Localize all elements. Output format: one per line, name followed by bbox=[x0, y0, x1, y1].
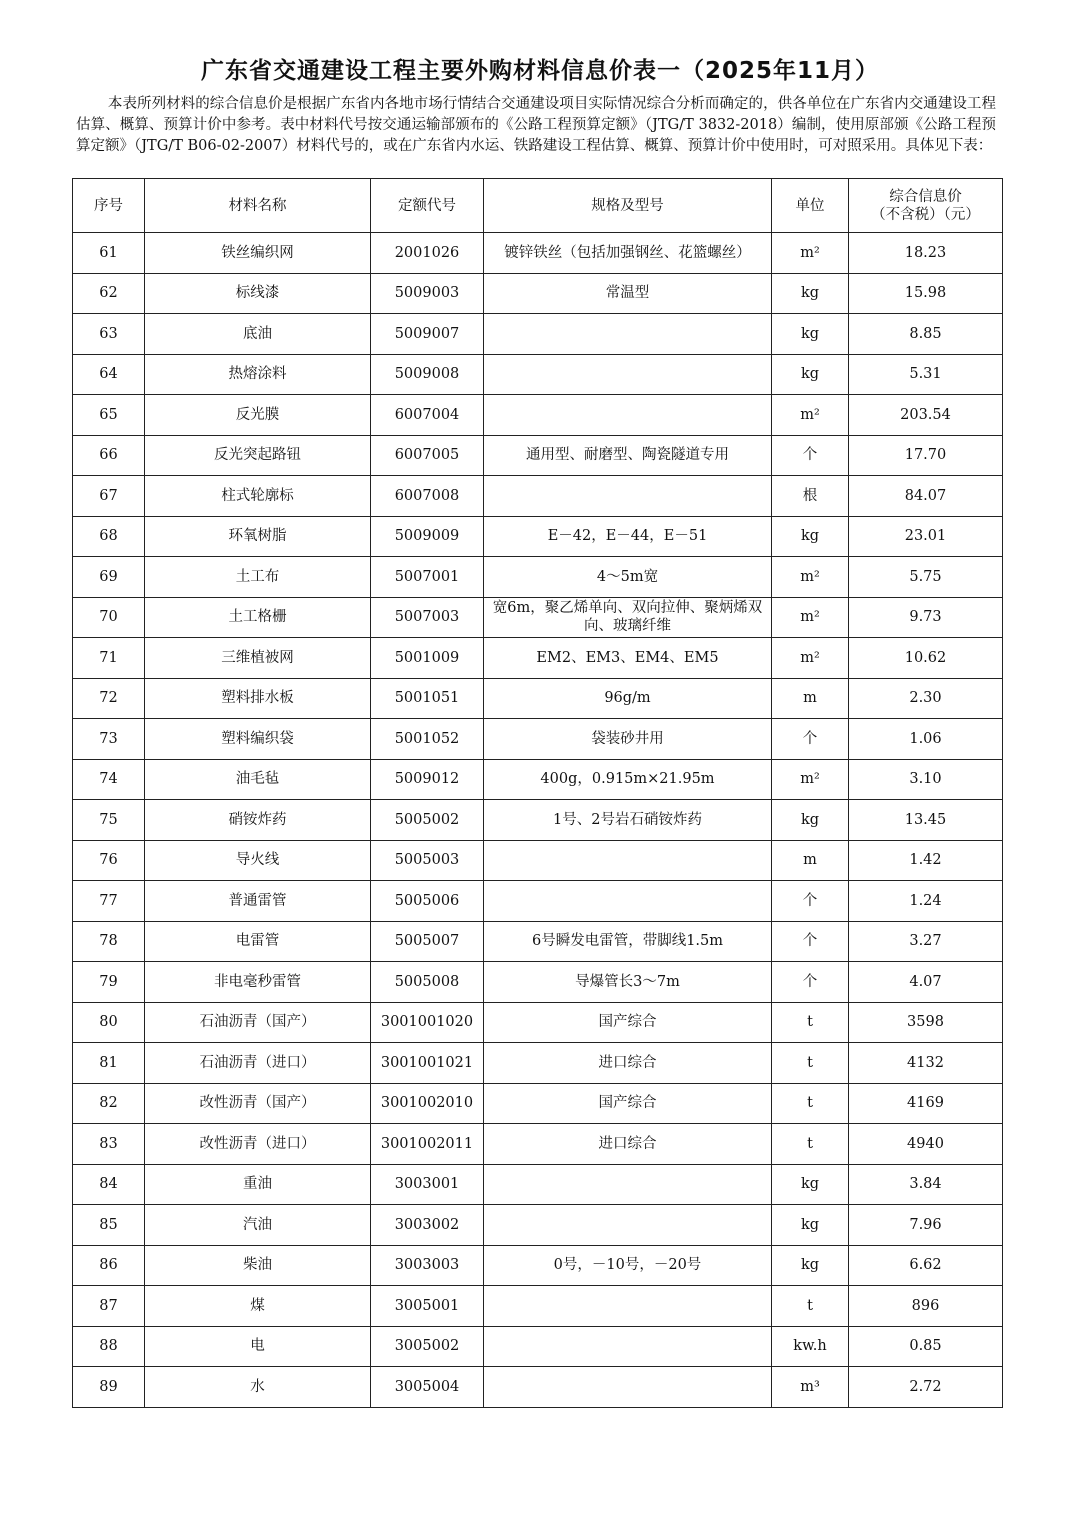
cell-price: 1.06 bbox=[849, 719, 1003, 760]
cell-spec: 1号、2号岩石硝铵炸药 bbox=[484, 800, 772, 841]
header-price-line2: （不含税）（元） bbox=[871, 206, 980, 223]
cell-no: 67 bbox=[73, 476, 145, 517]
cell-spec: 4～5m宽 bbox=[484, 557, 772, 598]
cell-code: 3003001 bbox=[371, 1164, 484, 1205]
table-row bbox=[73, 1286, 1003, 1327]
cell-unit: 个 bbox=[772, 921, 849, 962]
cell-code: 5005008 bbox=[371, 962, 484, 1003]
cell-name: 柱式轮廓标 bbox=[145, 476, 371, 517]
cell-code: 6007004 bbox=[371, 395, 484, 436]
cell-spec: 常温型 bbox=[484, 273, 772, 314]
table-row bbox=[73, 840, 1003, 881]
cell-spec: 国产综合 bbox=[484, 1083, 772, 1124]
cell-price: 17.70 bbox=[849, 435, 1003, 476]
cell-name: 电雷管 bbox=[145, 921, 371, 962]
table-row bbox=[73, 800, 1003, 841]
cell-price: 203.54 bbox=[849, 395, 1003, 436]
header-code: 定额代号 bbox=[371, 179, 484, 233]
table-row bbox=[73, 759, 1003, 800]
cell-spec bbox=[484, 395, 772, 436]
cell-name: 普通雷管 bbox=[145, 881, 371, 922]
cell-no: 74 bbox=[73, 759, 145, 800]
cell-code: 3001002010 bbox=[371, 1083, 484, 1124]
cell-spec: E－42，E－44，E－51 bbox=[484, 516, 772, 557]
cell-no: 85 bbox=[73, 1205, 145, 1246]
cell-code: 5009008 bbox=[371, 354, 484, 395]
intro-paragraph: 本表所列材料的综合信息价是根据广东省内各地市场行情结合交通建设项目实际情况综合分析而确定的，供各单位在广东省内交通建设工程估算、概算、预算计价中参考。表中材料代号按交通运输部颁布的《公路工程预算定额》（JTG/T 3832-2018）编制，使用原部颁《公路工程预算定额》（JTG/T B06-02-2007）材料代号的，或在广东省内水运、铁路建设工程估算、概算、预算计价中使用时，可对照采用。具体见下表： bbox=[76, 96, 996, 154]
table-row bbox=[73, 1164, 1003, 1205]
cell-code: 3005001 bbox=[371, 1286, 484, 1327]
cell-unit: kg bbox=[772, 273, 849, 314]
cell-spec: 400g，0.915m×21.95m bbox=[484, 759, 772, 800]
cell-unit: kg bbox=[772, 1245, 849, 1286]
table-row bbox=[73, 638, 1003, 679]
table-header-row bbox=[73, 179, 1003, 233]
cell-code: 5005002 bbox=[371, 800, 484, 841]
cell-price: 4.07 bbox=[849, 962, 1003, 1003]
cell-name: 标线漆 bbox=[145, 273, 371, 314]
cell-unit: kg bbox=[772, 800, 849, 841]
cell-spec bbox=[484, 314, 772, 355]
cell-name: 土工格栅 bbox=[145, 597, 371, 638]
cell-spec bbox=[484, 1164, 772, 1205]
cell-spec: 宽6m，聚乙烯单向、双向拉伸、聚炳烯双向、玻璃纤维 bbox=[484, 597, 772, 638]
table-row bbox=[73, 1245, 1003, 1286]
cell-unit: m bbox=[772, 678, 849, 719]
table-row bbox=[73, 597, 1003, 638]
cell-unit: 个 bbox=[772, 962, 849, 1003]
cell-name: 导火线 bbox=[145, 840, 371, 881]
cell-unit: kg bbox=[772, 516, 849, 557]
cell-name: 反光膜 bbox=[145, 395, 371, 436]
cell-price: 3.84 bbox=[849, 1164, 1003, 1205]
table-row bbox=[73, 435, 1003, 476]
cell-code: 3003003 bbox=[371, 1245, 484, 1286]
cell-unit: m² bbox=[772, 759, 849, 800]
cell-unit: 个 bbox=[772, 719, 849, 760]
table-row bbox=[73, 881, 1003, 922]
cell-name: 柴油 bbox=[145, 1245, 371, 1286]
table-row bbox=[73, 273, 1003, 314]
cell-price: 2.72 bbox=[849, 1367, 1003, 1408]
cell-unit: m³ bbox=[772, 1367, 849, 1408]
cell-no: 80 bbox=[73, 1002, 145, 1043]
cell-no: 70 bbox=[73, 597, 145, 638]
cell-spec: 国产综合 bbox=[484, 1002, 772, 1043]
cell-name: 塑料排水板 bbox=[145, 678, 371, 719]
cell-unit: 个 bbox=[772, 435, 849, 476]
cell-price: 4169 bbox=[849, 1083, 1003, 1124]
cell-price: 2.30 bbox=[849, 678, 1003, 719]
cell-no: 88 bbox=[73, 1326, 145, 1367]
header-price bbox=[849, 179, 1003, 233]
cell-unit: kg bbox=[772, 1164, 849, 1205]
cell-no: 71 bbox=[73, 638, 145, 679]
cell-spec bbox=[484, 1286, 772, 1327]
cell-name: 铁丝编织网 bbox=[145, 233, 371, 274]
cell-unit: m² bbox=[772, 233, 849, 274]
cell-unit: kw.h bbox=[772, 1326, 849, 1367]
table-row bbox=[73, 314, 1003, 355]
cell-unit: 个 bbox=[772, 881, 849, 922]
table-row bbox=[73, 395, 1003, 436]
cell-no: 76 bbox=[73, 840, 145, 881]
cell-price: 15.98 bbox=[849, 273, 1003, 314]
cell-code: 5001009 bbox=[371, 638, 484, 679]
cell-spec: 6号瞬发电雷管，带脚线1.5m bbox=[484, 921, 772, 962]
cell-code: 5009009 bbox=[371, 516, 484, 557]
table-row bbox=[73, 233, 1003, 274]
cell-unit: 根 bbox=[772, 476, 849, 517]
cell-price: 18.23 bbox=[849, 233, 1003, 274]
cell-no: 82 bbox=[73, 1083, 145, 1124]
cell-code: 2001026 bbox=[371, 233, 484, 274]
cell-name: 汽油 bbox=[145, 1205, 371, 1246]
header-spec: 规格及型号 bbox=[484, 179, 772, 233]
cell-price: 23.01 bbox=[849, 516, 1003, 557]
cell-spec: 导爆管长3～7m bbox=[484, 962, 772, 1003]
cell-code: 5009012 bbox=[371, 759, 484, 800]
cell-code: 6007005 bbox=[371, 435, 484, 476]
table-row bbox=[73, 516, 1003, 557]
cell-price: 6.62 bbox=[849, 1245, 1003, 1286]
cell-price: 3598 bbox=[849, 1002, 1003, 1043]
cell-unit: kg bbox=[772, 354, 849, 395]
cell-no: 73 bbox=[73, 719, 145, 760]
table-row bbox=[73, 1326, 1003, 1367]
cell-no: 65 bbox=[73, 395, 145, 436]
table-row bbox=[73, 921, 1003, 962]
cell-no: 89 bbox=[73, 1367, 145, 1408]
cell-name: 反光突起路钮 bbox=[145, 435, 371, 476]
cell-spec bbox=[484, 354, 772, 395]
cell-spec: 进口综合 bbox=[484, 1124, 772, 1165]
cell-code: 5009007 bbox=[371, 314, 484, 355]
cell-code: 6007008 bbox=[371, 476, 484, 517]
cell-price: 3.27 bbox=[849, 921, 1003, 962]
table-row bbox=[73, 962, 1003, 1003]
cell-price: 4940 bbox=[849, 1124, 1003, 1165]
cell-name: 热熔涂料 bbox=[145, 354, 371, 395]
cell-no: 61 bbox=[73, 233, 145, 274]
cell-name: 电 bbox=[145, 1326, 371, 1367]
cell-name: 非电毫秒雷管 bbox=[145, 962, 371, 1003]
cell-code: 3001002011 bbox=[371, 1124, 484, 1165]
cell-name: 三维植被网 bbox=[145, 638, 371, 679]
cell-name: 土工布 bbox=[145, 557, 371, 598]
cell-code: 5009003 bbox=[371, 273, 484, 314]
cell-spec bbox=[484, 1205, 772, 1246]
cell-no: 66 bbox=[73, 435, 145, 476]
cell-name: 塑料编织袋 bbox=[145, 719, 371, 760]
cell-price: 84.07 bbox=[849, 476, 1003, 517]
cell-name: 改性沥青（国产） bbox=[145, 1083, 371, 1124]
cell-unit: m² bbox=[772, 638, 849, 679]
cell-spec: EM2、EM3、EM4、EM5 bbox=[484, 638, 772, 679]
cell-price: 0.85 bbox=[849, 1326, 1003, 1367]
cell-unit: t bbox=[772, 1124, 849, 1165]
cell-no: 62 bbox=[73, 273, 145, 314]
cell-unit: m² bbox=[772, 557, 849, 598]
cell-code: 5005007 bbox=[371, 921, 484, 962]
cell-price: 7.96 bbox=[849, 1205, 1003, 1246]
table-row bbox=[73, 719, 1003, 760]
cell-price: 10.62 bbox=[849, 638, 1003, 679]
cell-name: 硝铵炸药 bbox=[145, 800, 371, 841]
header-no: 序号 bbox=[73, 179, 145, 233]
cell-no: 86 bbox=[73, 1245, 145, 1286]
cell-no: 81 bbox=[73, 1043, 145, 1084]
cell-price: 9.73 bbox=[849, 597, 1003, 638]
cell-name: 底油 bbox=[145, 314, 371, 355]
cell-no: 75 bbox=[73, 800, 145, 841]
table-row bbox=[73, 1002, 1003, 1043]
cell-unit: m bbox=[772, 840, 849, 881]
cell-price: 5.75 bbox=[849, 557, 1003, 598]
cell-no: 84 bbox=[73, 1164, 145, 1205]
cell-price: 5.31 bbox=[849, 354, 1003, 395]
cell-code: 5001052 bbox=[371, 719, 484, 760]
cell-no: 77 bbox=[73, 881, 145, 922]
cell-code: 5005006 bbox=[371, 881, 484, 922]
cell-price: 13.45 bbox=[849, 800, 1003, 841]
cell-no: 72 bbox=[73, 678, 145, 719]
cell-name: 油毛毡 bbox=[145, 759, 371, 800]
cell-no: 68 bbox=[73, 516, 145, 557]
cell-price: 3.10 bbox=[849, 759, 1003, 800]
cell-spec bbox=[484, 1326, 772, 1367]
cell-spec bbox=[484, 476, 772, 517]
cell-unit: t bbox=[772, 1043, 849, 1084]
cell-code: 5005003 bbox=[371, 840, 484, 881]
cell-name: 煤 bbox=[145, 1286, 371, 1327]
cell-name: 重油 bbox=[145, 1164, 371, 1205]
cell-price: 896 bbox=[849, 1286, 1003, 1327]
cell-spec bbox=[484, 881, 772, 922]
cell-code: 5001051 bbox=[371, 678, 484, 719]
cell-code: 3003002 bbox=[371, 1205, 484, 1246]
header-unit: 单位 bbox=[772, 179, 849, 233]
cell-spec: 0号，－10号，－20号 bbox=[484, 1245, 772, 1286]
cell-code: 3001001021 bbox=[371, 1043, 484, 1084]
cell-no: 83 bbox=[73, 1124, 145, 1165]
cell-no: 79 bbox=[73, 962, 145, 1003]
table-row bbox=[73, 678, 1003, 719]
cell-name: 石油沥青（国产） bbox=[145, 1002, 371, 1043]
cell-no: 63 bbox=[73, 314, 145, 355]
cell-name: 环氧树脂 bbox=[145, 516, 371, 557]
cell-unit: m² bbox=[772, 395, 849, 436]
cell-name: 石油沥青（进口） bbox=[145, 1043, 371, 1084]
cell-no: 78 bbox=[73, 921, 145, 962]
cell-price: 1.24 bbox=[849, 881, 1003, 922]
cell-price: 1.42 bbox=[849, 840, 1003, 881]
cell-spec: 袋装砂井用 bbox=[484, 719, 772, 760]
cell-unit: t bbox=[772, 1002, 849, 1043]
cell-code: 5007003 bbox=[371, 597, 484, 638]
table-row bbox=[73, 1205, 1003, 1246]
page-title: 广东省交通建设工程主要外购材料信息价表一（2025年11月） bbox=[200, 58, 880, 84]
cell-code: 5007001 bbox=[371, 557, 484, 598]
cell-no: 64 bbox=[73, 354, 145, 395]
cell-code: 3001001020 bbox=[371, 1002, 484, 1043]
cell-code: 3005002 bbox=[371, 1326, 484, 1367]
cell-name: 水 bbox=[145, 1367, 371, 1408]
cell-spec: 通用型、耐磨型、陶瓷隧道专用 bbox=[484, 435, 772, 476]
header-name: 材料名称 bbox=[145, 179, 371, 233]
cell-no: 87 bbox=[73, 1286, 145, 1327]
cell-unit: kg bbox=[772, 1205, 849, 1246]
table-body bbox=[73, 233, 1003, 1408]
cell-no: 69 bbox=[73, 557, 145, 598]
table-row bbox=[73, 354, 1003, 395]
table-row bbox=[73, 1124, 1003, 1165]
cell-spec bbox=[484, 1367, 772, 1408]
header-price-line1: 综合信息价 bbox=[889, 188, 962, 205]
cell-unit: m² bbox=[772, 597, 849, 638]
table-row bbox=[73, 1367, 1003, 1408]
cell-price: 4132 bbox=[849, 1043, 1003, 1084]
cell-unit: kg bbox=[772, 314, 849, 355]
table-row bbox=[73, 476, 1003, 517]
cell-unit: t bbox=[772, 1286, 849, 1327]
table-row bbox=[73, 1083, 1003, 1124]
cell-spec: 96g/m bbox=[484, 678, 772, 719]
cell-code: 3005004 bbox=[371, 1367, 484, 1408]
cell-spec: 镀锌铁丝（包括加强钢丝、花篮螺丝） bbox=[484, 233, 772, 274]
material-price-table bbox=[72, 178, 1003, 1408]
table-row bbox=[73, 557, 1003, 598]
cell-name: 改性沥青（进口） bbox=[145, 1124, 371, 1165]
cell-spec bbox=[484, 840, 772, 881]
cell-unit: t bbox=[772, 1083, 849, 1124]
cell-spec: 进口综合 bbox=[484, 1043, 772, 1084]
cell-price: 8.85 bbox=[849, 314, 1003, 355]
table-row bbox=[73, 1043, 1003, 1084]
